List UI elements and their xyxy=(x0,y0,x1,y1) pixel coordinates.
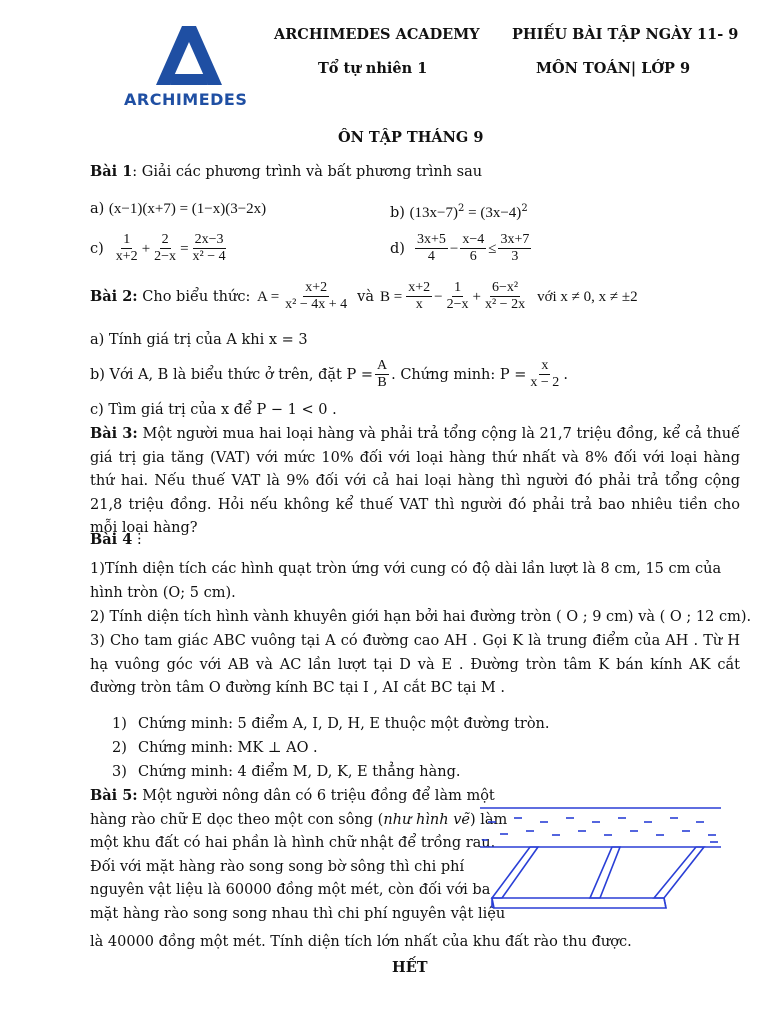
bai1-heading xyxy=(90,162,482,182)
bai1-a-expr: (x−1)(x+7) = (1−x)(3−2x) xyxy=(108,201,267,217)
frac xyxy=(528,358,561,391)
bai1-b-prefix: b) xyxy=(390,204,405,221)
frac xyxy=(152,232,178,265)
frac xyxy=(375,358,389,391)
op: + xyxy=(472,288,481,305)
den: x² − 4 xyxy=(192,249,226,264)
item-number: 1) xyxy=(112,716,127,732)
frac xyxy=(114,232,140,265)
num: x+2 xyxy=(408,280,431,295)
num: A xyxy=(376,358,388,373)
bai2-b-end: . xyxy=(563,366,568,383)
bai2-c: c) Tìm giá trị của x để P − 1 < 0 . xyxy=(90,402,337,418)
bai5-line-text: Đối với mặt hàng rào song song bờ sông thì chi phí xyxy=(90,858,465,875)
bai5-line xyxy=(90,833,496,857)
list-item xyxy=(112,714,550,738)
bai1-intro: : Giải các phương trình và bất phương trình sau xyxy=(132,164,483,180)
water-dashes xyxy=(482,818,718,842)
condition: với x ≠ 0, x ≠ ±2 xyxy=(537,288,638,305)
list-item xyxy=(112,762,550,786)
bai1-b-mid: = (3x−4) xyxy=(464,204,522,221)
bai5-line-text: hàng rào chữ E dọc theo một con sông ( xyxy=(90,811,384,828)
num: 2 xyxy=(161,232,169,247)
den: x² − 4x + 4 xyxy=(285,297,348,312)
B-lhs: B = xyxy=(380,288,403,305)
bai1-b: b) $(13x-7)^2 = (3x-4)^2$ xyxy=(390,203,528,221)
bai1-d-prefix: d) xyxy=(390,240,405,257)
bai4-p1: 1)Tính diện tích các hình quạt tròn ứng với cung có độ dài lần lượt là 8 cm, 15 cm của hình tròn (O; 5 cm). xyxy=(90,561,722,601)
and-word: và xyxy=(357,288,375,305)
subject-title: MÔN TOÁN| LỚP 9 xyxy=(536,60,691,77)
frac xyxy=(406,280,432,313)
logo xyxy=(120,22,248,112)
bai3-text: Một người mua hai loại hàng và phải trả tổng cộng là 21,7 triệu đồng, kể cả thuế giá trị gia tăng (VAT) với mức 10% đối với loại hàng thứ nhất và 8% đối với loại hàng thứ hai. Nếu thuế VAT là 9% đối với cả hai loại hàng thì người đó phải trả tổng cộng 21,8 triệu đồng. Hỏi nếu không kể thuế VAT thì người đó phải trả bao nhiêu tiền cho mỗi loại hàng? xyxy=(90,426,740,536)
logo-text: ARCHIMEDES xyxy=(124,90,248,109)
group-name: Tổ tự nhiên 1 xyxy=(318,60,428,77)
bai1-a xyxy=(90,199,266,219)
bai4-p3: 3) Cho tam giác ABC vuông tại A có đường cao AH . Gọi K là trung điểm của AH . Từ H hạ vuông góc với AB và AC lần lượt tại D và E . Đường tròn tâm K bán kính AK cắt đường tròn tâm O đường kính BC tại I , AI cắt BC tại M . xyxy=(90,633,740,696)
item-text: Chứng minh: MK ⊥ AO . xyxy=(138,740,318,756)
frac xyxy=(415,232,448,265)
bai3-paragraph xyxy=(90,422,740,541)
bai5-line-text: nguyên vật liệu là 60000 đồng một mét, còn đối với ba xyxy=(90,882,491,898)
num: x xyxy=(541,358,549,373)
frac xyxy=(191,232,228,265)
bai1-b-left: (13x−7) xyxy=(409,204,459,221)
bai2-heading xyxy=(90,280,638,313)
bai4-p2: 2) Tính diện tích hình vành khuyên giới hạn bởi hai đường tròn ( O ; 9 cm) và ( O ; 12 cm). xyxy=(90,609,752,625)
bai4-label: Bài 4 xyxy=(90,531,133,548)
bai2-b xyxy=(90,358,568,391)
bai5-line-text: mặt hàng rào song song nhau thì chi phí nguyên vật liệu xyxy=(90,905,506,922)
num: x−4 xyxy=(462,232,485,247)
bai5-line xyxy=(90,857,470,881)
frac xyxy=(445,280,471,313)
bai4-list xyxy=(112,714,550,786)
bai5-italic: như hình vẽ xyxy=(383,811,470,828)
bai5-text xyxy=(90,786,508,927)
bai1-a-prefix: a) xyxy=(90,201,105,217)
den: 6 xyxy=(469,249,477,264)
num: 3x+5 xyxy=(416,232,446,247)
den: 4 xyxy=(427,249,435,264)
bai1-c xyxy=(90,232,230,265)
bai1-c-prefix: c) xyxy=(90,240,104,257)
den: B xyxy=(377,375,387,390)
den: x − 2 xyxy=(530,375,560,390)
bai3-label: Bài 3: xyxy=(90,425,138,442)
bai2-label: Bài 2: xyxy=(90,287,138,305)
A-lhs: A = xyxy=(256,288,280,305)
den: x+2 xyxy=(115,249,138,264)
num: 2x−3 xyxy=(194,232,224,247)
item-text: Chứng minh: 5 điểm A, I, D, H, E thuộc một đường tròn. xyxy=(138,716,550,732)
frac xyxy=(460,232,486,265)
num: 1 xyxy=(454,280,462,295)
den: 3 xyxy=(511,249,519,264)
den: 2−x xyxy=(154,249,177,264)
item-number: 3) xyxy=(112,764,127,780)
op: − xyxy=(434,288,443,305)
e-fence xyxy=(492,847,704,908)
page-title: ÔN TẬP THÁNG 9 xyxy=(338,129,484,146)
bai5-label: Bài 5: xyxy=(90,787,138,804)
bai2-b-mid: . Chứng minh: P = xyxy=(391,366,527,383)
bai5-line-text: một khu đất có hai phần là hình chữ nhật để trồng rau. xyxy=(90,835,496,851)
bai5-after-italic: ) làm xyxy=(470,811,508,828)
op: = xyxy=(180,240,189,257)
list-item xyxy=(112,738,550,762)
frac xyxy=(283,280,349,313)
num: 6−x² xyxy=(491,280,519,295)
bai1-label: Bài 1 xyxy=(90,163,133,180)
den: x xyxy=(415,297,423,312)
item-text: Chứng minh: 4 điểm M, D, K, E thẳng hàng. xyxy=(138,764,461,780)
num: 1 xyxy=(123,232,131,247)
bai4-colon: : xyxy=(132,532,142,548)
bai4-heading xyxy=(90,530,142,550)
bai5-line xyxy=(90,904,506,928)
bai5-line xyxy=(90,786,495,810)
bai2-b-pre: b) Với A, B là biểu thức ở trên, đặt P = xyxy=(90,366,373,383)
bai5-line xyxy=(90,810,508,834)
num: 3x+7 xyxy=(500,232,530,247)
item-number: 2) xyxy=(112,740,127,756)
frac xyxy=(498,232,531,265)
bai1-d xyxy=(390,232,533,265)
bai5-last-line: là 40000 đồng một mét. Tính diện tích lớn nhất của khu đất rào thu được. xyxy=(90,934,632,950)
bai2-intro: Cho biểu thức: xyxy=(137,288,255,305)
op: − xyxy=(449,240,459,257)
archimedes-logo-icon xyxy=(120,22,245,87)
bai2-a: a) Tính giá trị của A khi x = 3 xyxy=(90,332,308,348)
end-marker: HẾT xyxy=(392,959,428,976)
op: ≤ xyxy=(488,240,497,257)
op: + xyxy=(141,240,151,257)
frac xyxy=(483,280,527,313)
bai5-line-text: Một người nông dân có 6 triệu đồng để làm một xyxy=(137,788,495,804)
bai5-line xyxy=(90,880,491,904)
num: x+2 xyxy=(305,280,328,295)
academy-name: ARCHIMEDES ACADEMY xyxy=(274,26,480,43)
sheet-title: PHIẾU BÀI TẬP NGÀY 11- 9 xyxy=(512,26,739,43)
river-fence-figure xyxy=(478,800,723,925)
den: x² − 2x xyxy=(484,297,526,312)
den: 2−x xyxy=(446,297,469,312)
